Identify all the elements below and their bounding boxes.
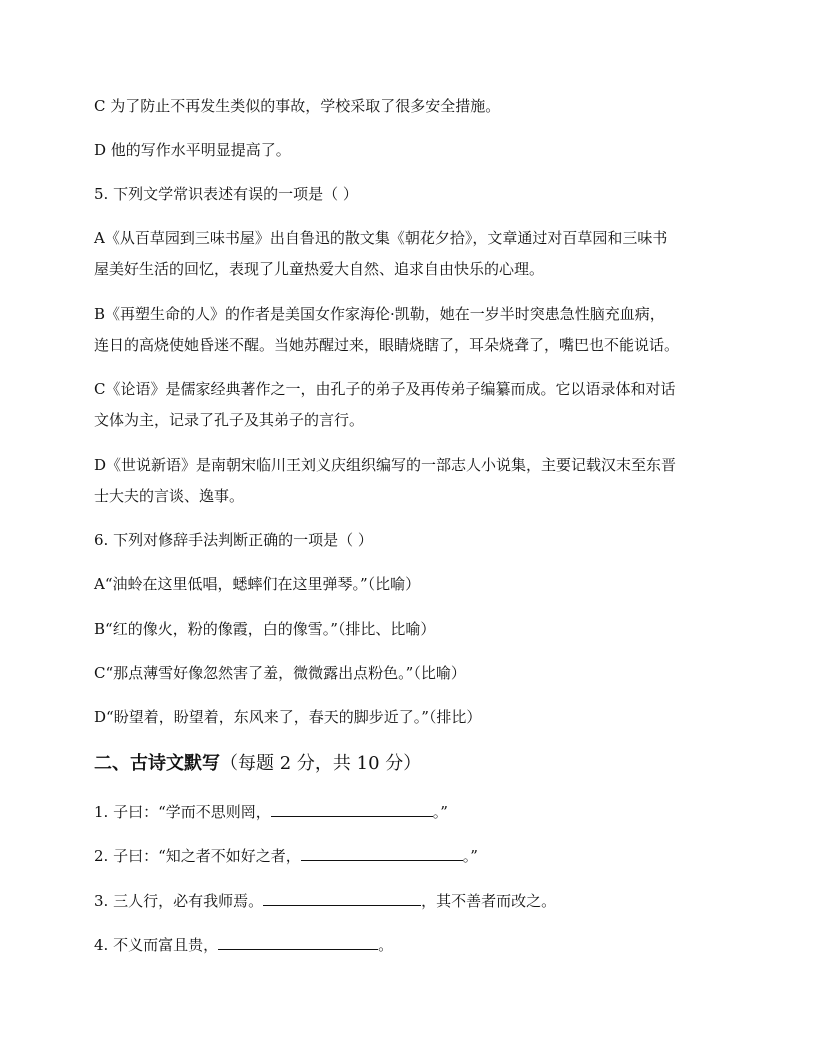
q4-option-d: D 他的写作水平明显提高了。 [94,141,291,159]
q4-option-c: C 为了防止不再发生类似的事故，学校采取了很多安全措施。 [94,97,501,115]
recitation-q4-suffix: 。 [378,936,394,954]
q5-option-c-line1: C《论语》是儒家经典著作之一，由孔子的弟子及再传弟子编纂而成。它以语录体和对话 [94,380,676,398]
recitation-q1 [94,802,734,822]
section-2-score-note: （每题 2 分，共 10 分） [220,753,422,774]
q6-stem: 6. 下列对修辞手法判断正确的一项是（ ） [94,531,373,549]
q5-option-d-line1: D《世说新语》是南朝宋临川王刘义庆组织编写的一部志人小说集，主要记载汉末至东晋 [94,456,677,474]
q5-stem: 5. 下列文学常识表述有误的一项是（ ） [94,185,358,203]
recitation-q1-suffix: 。” [432,803,448,821]
recitation-q3-blank[interactable] [263,891,421,906]
recitation-q2-blank[interactable] [301,846,463,861]
recitation-q4-blank[interactable] [218,935,378,950]
q5-option-b-line1: B《再塑生命的人》的作者是美国女作家海伦·凯勒，她在一岁半时突患急性脑充血病， [94,305,665,323]
q5-option-a-line2: 屋美好生活的回忆，表现了儿童热爱大自然、追求自由快乐的心理。 [94,260,545,278]
recitation-q2-suffix: 。” [462,847,478,865]
recitation-q3-suffix: ，其不善者而改之。 [421,892,557,910]
q5-option-b-line2: 连日的高烧使她昏迷不醒。当她苏醒过来，眼睛烧瞎了，耳朵烧聋了，嘴巴也不能说话。 [94,336,680,354]
q5-option-a-line1: A《从百草园到三味书屋》出自鲁迅的散文集《朝花夕拾》，文章通过对百草园和三味书 [94,229,668,247]
recitation-q3 [94,891,734,911]
section-2-title: 二、古诗文默写 [94,753,220,774]
q6-option-b: B“红的像火，粉的像霞，白的像雪。”（排比、比喻） [94,620,436,638]
recitation-q2-prefix: 2. 子曰：“知之者不如好之者， [94,847,301,865]
q6-option-d: D“盼望着，盼望着，东风来了，春天的脚步近了。”（排比） [94,708,482,726]
recitation-q1-prefix: 1. 子曰：“学而不思则罔， [94,803,271,821]
q6-option-a: A“油蛉在这里低唱，蟋蟀们在这里弹琴。”（比喻） [94,575,421,593]
recitation-q4-prefix: 4. 不义而富且贵， [94,936,219,954]
q5-option-d-line2: 士大夫的言谈、逸事。 [94,487,245,505]
recitation-q3-prefix: 3. 三人行，必有我师焉。 [94,892,264,910]
q5-option-c-line2: 文体为主，记录了孔子及其弟子的言行。 [94,411,365,429]
recitation-q1-blank[interactable] [271,802,433,817]
q6-option-c: C“那点薄雪好像忽然害了羞，微微露出点粉色。”（比喻） [94,664,466,682]
section-2-heading [94,752,734,776]
recitation-q2 [94,846,734,866]
recitation-q4 [94,935,734,955]
